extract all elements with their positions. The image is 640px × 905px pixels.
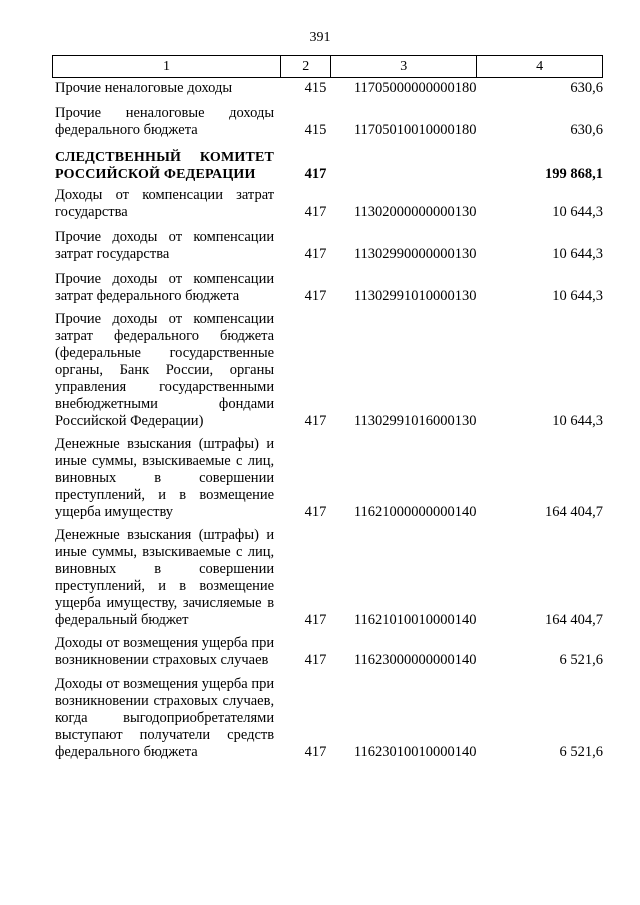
row-budget-code: 11705010010000180 [353, 122, 477, 138]
row-name: Доходы от компенсации затрат государства [55, 187, 275, 220]
table-row [52, 635, 603, 669]
row-admin-code: 417 [304, 246, 327, 262]
row-amount: 10 644,3 [552, 413, 603, 429]
row-amount: 10 644,3 [552, 246, 603, 262]
table-row [52, 676, 603, 761]
table-row [52, 187, 603, 221]
row-name: Денежные взыскания (штрафы) и иные суммы, взыскиваемые с лиц, виновных в совершении преступлений, и в возмещение ущерба имуществу [55, 436, 275, 520]
row-budget-code: 11623000000000140 [353, 652, 477, 668]
column-header-2: 2 [281, 56, 332, 77]
row-amount: 6 521,6 [559, 652, 603, 668]
row-amount: 10 644,3 [552, 204, 603, 220]
row-name: Прочие доходы от компенсации затрат федерального бюджета [55, 271, 275, 304]
row-budget-code: 11621010010000140 [353, 612, 477, 628]
row-budget-code: 11623010010000140 [353, 744, 477, 760]
row-name: Доходы от возмещения ущерба при возникновении страховых случаев, когда выгодоприобретателями выступают получатели средств федерального бюджета [55, 676, 275, 760]
row-amount: 630,6 [570, 122, 603, 138]
row-name: Прочие неналоговые доходы федерального бюджета [55, 105, 275, 138]
table-row [52, 105, 603, 139]
page-number: 391 [309, 30, 331, 45]
row-admin-code: 417 [304, 288, 327, 304]
table-row [52, 271, 603, 305]
row-budget-code: 11302000000000130 [353, 204, 477, 220]
table-row [52, 149, 603, 183]
row-name: Прочие доходы от компенсации затрат федерального бюджета (федеральные государственные органы, Банк России, органы управления государственными внебюджетными фондами Российской Федерации) [55, 311, 275, 429]
row-budget-code: 11302991010000130 [353, 288, 477, 304]
table-row [52, 229, 603, 263]
table-row [52, 436, 603, 521]
row-amount: 630,6 [570, 80, 603, 96]
row-budget-code: 11302990000000130 [353, 246, 477, 262]
row-budget-code: 11621000000000140 [353, 504, 477, 520]
row-name: Доходы от возмещения ущерба при возникновении страховых случаев [55, 635, 275, 668]
table-row [52, 311, 603, 430]
row-amount: 164 404,7 [545, 504, 603, 520]
row-name: СЛЕДСТВЕННЫЙ КОМИТЕТ РОССИЙСКОЙ ФЕДЕРАЦИИ [55, 150, 275, 182]
table-header [52, 55, 603, 78]
row-budget-code: 11302991016000130 [353, 413, 477, 429]
row-admin-code: 417 [304, 504, 327, 520]
row-amount: 10 644,3 [552, 288, 603, 304]
row-amount: 199 868,1 [545, 166, 603, 182]
row-admin-code: 417 [304, 204, 327, 220]
row-name: Прочие доходы от компенсации затрат государства [55, 229, 275, 262]
table-row [52, 80, 603, 97]
table-row [52, 527, 603, 629]
revenue-table [52, 55, 603, 761]
row-admin-code: 417 [304, 612, 327, 628]
row-admin-code: 417 [304, 166, 327, 182]
row-amount: 6 521,6 [559, 744, 603, 760]
row-budget-code: 11705000000000180 [353, 80, 477, 96]
row-admin-code: 417 [304, 744, 327, 760]
row-name: Прочие неналоговые доходы [55, 80, 233, 96]
table-body [52, 80, 603, 761]
row-admin-code: 417 [304, 652, 327, 668]
row-name: Денежные взыскания (штрафы) и иные суммы, взыскиваемые с лиц, виновных в совершении преступлений, и в возмещение ущерба имуществу, зачисляемые в федеральный бюджет [55, 527, 275, 628]
row-amount: 164 404,7 [545, 612, 603, 628]
row-admin-code: 415 [304, 122, 327, 138]
column-header-3: 3 [331, 56, 477, 77]
row-admin-code: 417 [304, 413, 327, 429]
column-header-4: 4 [477, 56, 603, 77]
row-admin-code: 415 [304, 80, 327, 96]
column-header-1: 1 [53, 56, 281, 77]
